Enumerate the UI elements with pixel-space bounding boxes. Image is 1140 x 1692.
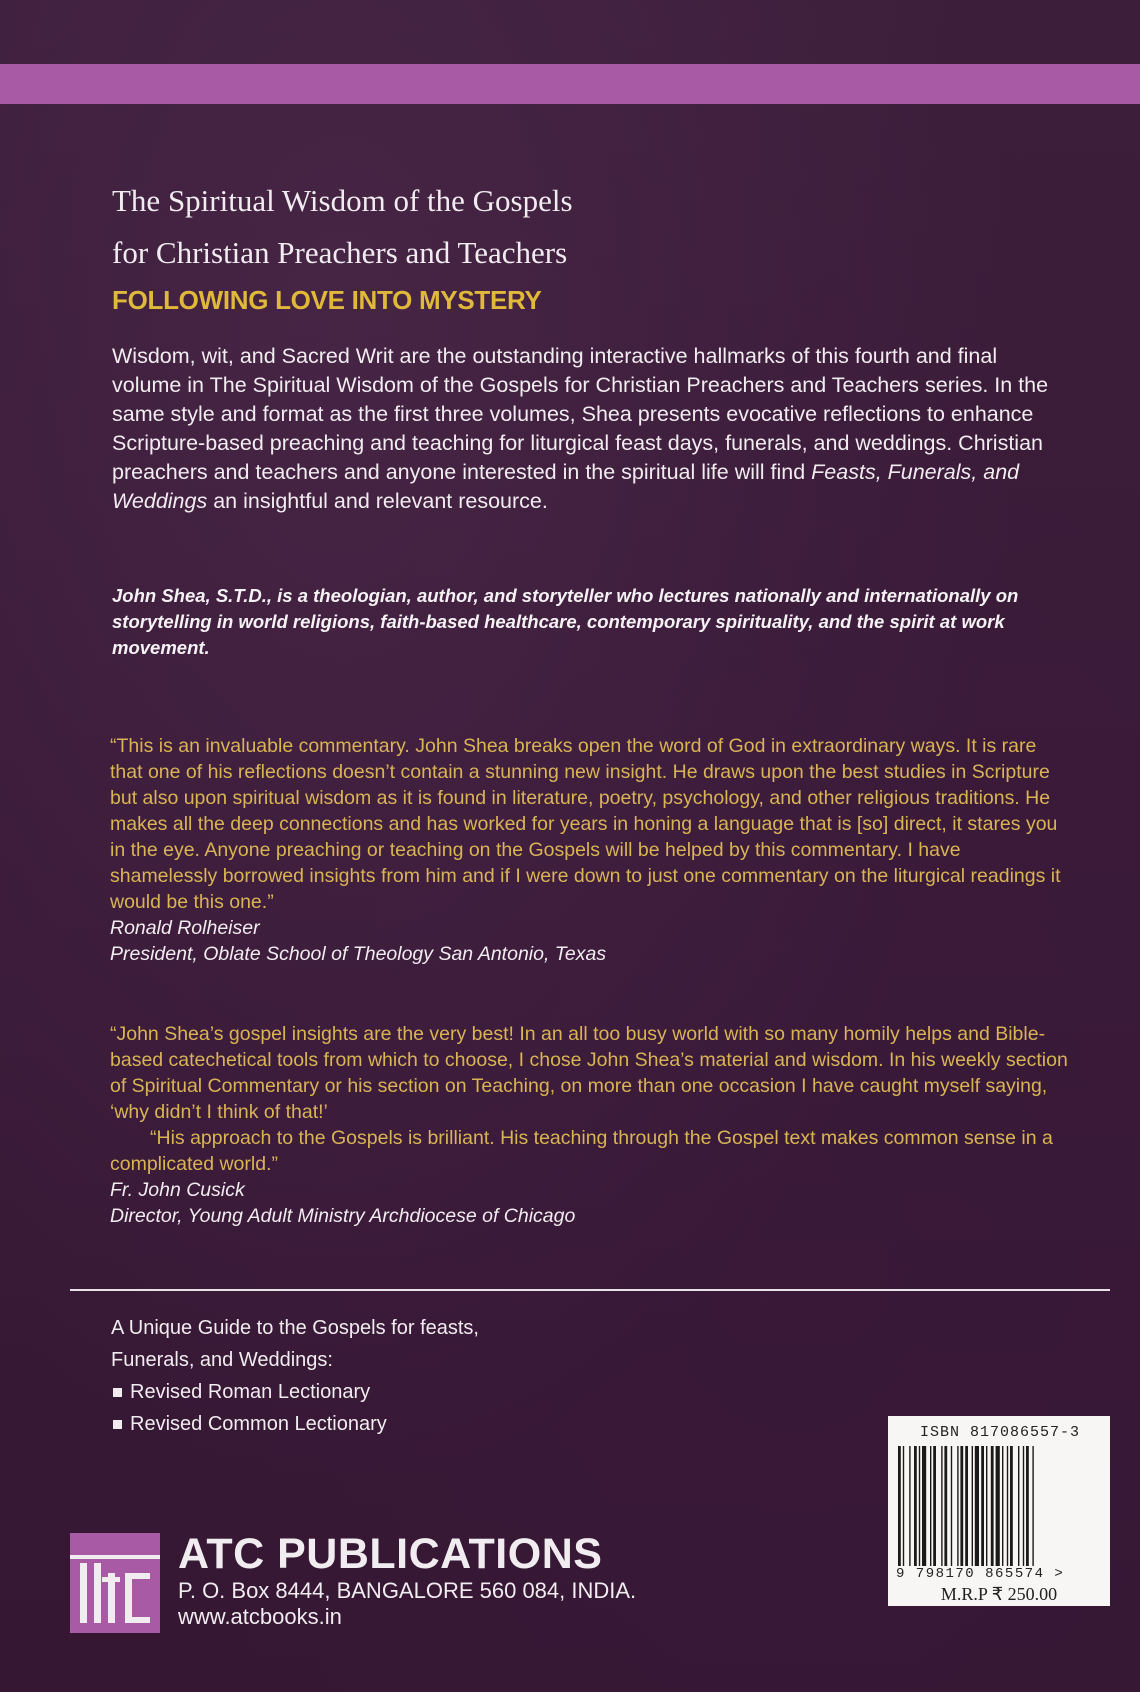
guide-list bbox=[111, 1376, 611, 1440]
barcode-bar bbox=[1026, 1446, 1029, 1566]
testimonial-1 bbox=[110, 733, 1070, 967]
mrp-price: M.R.P ₹ 250.00 bbox=[940, 1584, 1058, 1604]
barcode-digits: 9 798170 865574 > bbox=[896, 1566, 1065, 1582]
publisher-name: ATC PUBLICATIONS bbox=[178, 1530, 603, 1578]
book-subtitle: FOLLOWING LOVE INTO MYSTERY bbox=[112, 285, 542, 315]
divider-line bbox=[70, 1289, 1110, 1291]
guide-item-label: Revised Roman Lectionary bbox=[130, 1381, 371, 1403]
barcode-bar bbox=[1032, 1446, 1033, 1566]
bullet-icon bbox=[113, 1388, 122, 1397]
guide-line2: Funerals, and Weddings: bbox=[111, 1349, 333, 1371]
testimonial-2-author: Fr. John Cusick bbox=[110, 1179, 245, 1201]
guide-line1: A Unique Guide to the Gospels for feasts, bbox=[111, 1317, 479, 1339]
barcode-bar bbox=[1007, 1446, 1008, 1566]
barcode-bar bbox=[957, 1446, 958, 1566]
publisher-address: P. O. Box 8444, BANGALORE 560 084, INDIA. bbox=[178, 1578, 637, 1603]
barcode-bar bbox=[909, 1446, 910, 1566]
description-text: Wisdom, wit, and Sacred Writ are the outstanding interactive hallmarks of this fourth and final volume in The Spiritual Wisdom of the Gospels for Christian Preachers and Teachers series. In the same style and format as the first three volumes, Shea presents evocative reflections to enhance Scripture-based preaching and teaching for liturgical feast days, funerals, and weddings. Christian preachers and teachers and anyone interested in the spiritual life will find bbox=[112, 344, 1049, 484]
publisher-url: www.atcbooks.in bbox=[178, 1604, 342, 1629]
testimonial-1-role: President, Oblate School of Theology San Antonio, Texas bbox=[110, 943, 607, 965]
isbn-text: ISBN 817086557-3 bbox=[920, 1424, 1081, 1441]
barcode-bar bbox=[922, 1446, 926, 1566]
testimonial-2-role: Director, Young Adult Ministry Archdiocese of Chicago bbox=[110, 1205, 576, 1227]
barcode-bar bbox=[1023, 1446, 1024, 1566]
author-bio: John Shea, S.T.D., is a theologian, author, and storyteller who lectures nationally and internationally on storytelling in world religions, faith-based healthcare, contemporary spirituality, and the spirit at work movement. bbox=[112, 585, 1019, 658]
barcode-bar bbox=[986, 1446, 987, 1566]
testimonial-1-author: Ronald Rolheiser bbox=[110, 917, 260, 939]
barcode-bar bbox=[965, 1446, 968, 1566]
barcode-bar bbox=[914, 1446, 917, 1566]
book-series-title-line2: for Christian Preachers and Teachers bbox=[112, 235, 568, 270]
guide-item-label: Revised Common Lectionary bbox=[130, 1413, 387, 1435]
list-item bbox=[111, 1376, 611, 1408]
guide-section bbox=[111, 1312, 611, 1440]
barcode-bar bbox=[944, 1446, 947, 1566]
barcode-bar bbox=[975, 1446, 979, 1566]
barcode-box bbox=[888, 1416, 1110, 1606]
barcode-bar bbox=[981, 1446, 984, 1566]
barcode-bar bbox=[1002, 1446, 1003, 1566]
barcode-icon bbox=[898, 1446, 1098, 1566]
barcode-bar bbox=[933, 1446, 936, 1566]
testimonial-1-text: “This is an invaluable commentary. John Shea breaks open the word of God in extraordinary ways. It is rare that one of his reflections doesn’t contain a stunning new insight. He draws upon the best studies in Scripture but also upon spiritual wisdom as it is found in literature, poetry, psychology, and other religious traditions. He makes all the deep connections and has worked for years in honing a language that is [so] direct, it stares you in the eye. Anyone preaching or teaching on the Gospels will be helped by this commentary. I have shamelessly borrowed insights from him and if I were down to just one commentary on the liturgical readings it would be this one.” bbox=[110, 735, 1061, 913]
barcode-bar bbox=[960, 1446, 963, 1566]
title-block bbox=[112, 175, 573, 316]
barcode-bar bbox=[991, 1446, 994, 1566]
list-item bbox=[111, 1408, 611, 1440]
barcode-bar bbox=[898, 1446, 901, 1566]
barcode-bar bbox=[903, 1446, 904, 1566]
barcode-bar bbox=[1010, 1446, 1013, 1566]
barcode-bar bbox=[941, 1446, 942, 1566]
publisher-block bbox=[178, 1530, 636, 1630]
barcode-bar bbox=[951, 1446, 952, 1566]
bullet-icon bbox=[113, 1420, 122, 1429]
book-series-title-line1: The Spiritual Wisdom of the Gospels bbox=[112, 183, 573, 218]
atc-logo-icon bbox=[70, 1533, 160, 1633]
book-description bbox=[112, 342, 1072, 516]
barcode-bar bbox=[996, 1446, 1000, 1566]
barcode-bar bbox=[1018, 1446, 1019, 1566]
testimonial-2-text2: “His approach to the Gospels is brilliant. His teaching through the Gospel text makes common sense in a complicated world.” bbox=[110, 1127, 1053, 1175]
testimonial-2-text: “John Shea’s gospel insights are the very best! In an all too busy world with so many homily helps and Bible-based catechetical tools from which to choose, I chose John Shea’s material and wisdom. In his weekly section of Spiritual Commentary or his section on Teaching, on more than one occasion I have caught myself saying, ‘why didn’t I think of that!’ bbox=[110, 1023, 1068, 1123]
barcode-bar bbox=[919, 1446, 920, 1566]
top-accent-band bbox=[0, 64, 1140, 104]
barcode-bar bbox=[972, 1446, 973, 1566]
testimonial-2 bbox=[110, 1021, 1070, 1229]
description-ending: an insightful and relevant resource. bbox=[213, 489, 548, 513]
barcode-bar bbox=[930, 1446, 931, 1566]
description-book-title: Feasts, Funerals, and Weddings bbox=[112, 460, 1020, 513]
